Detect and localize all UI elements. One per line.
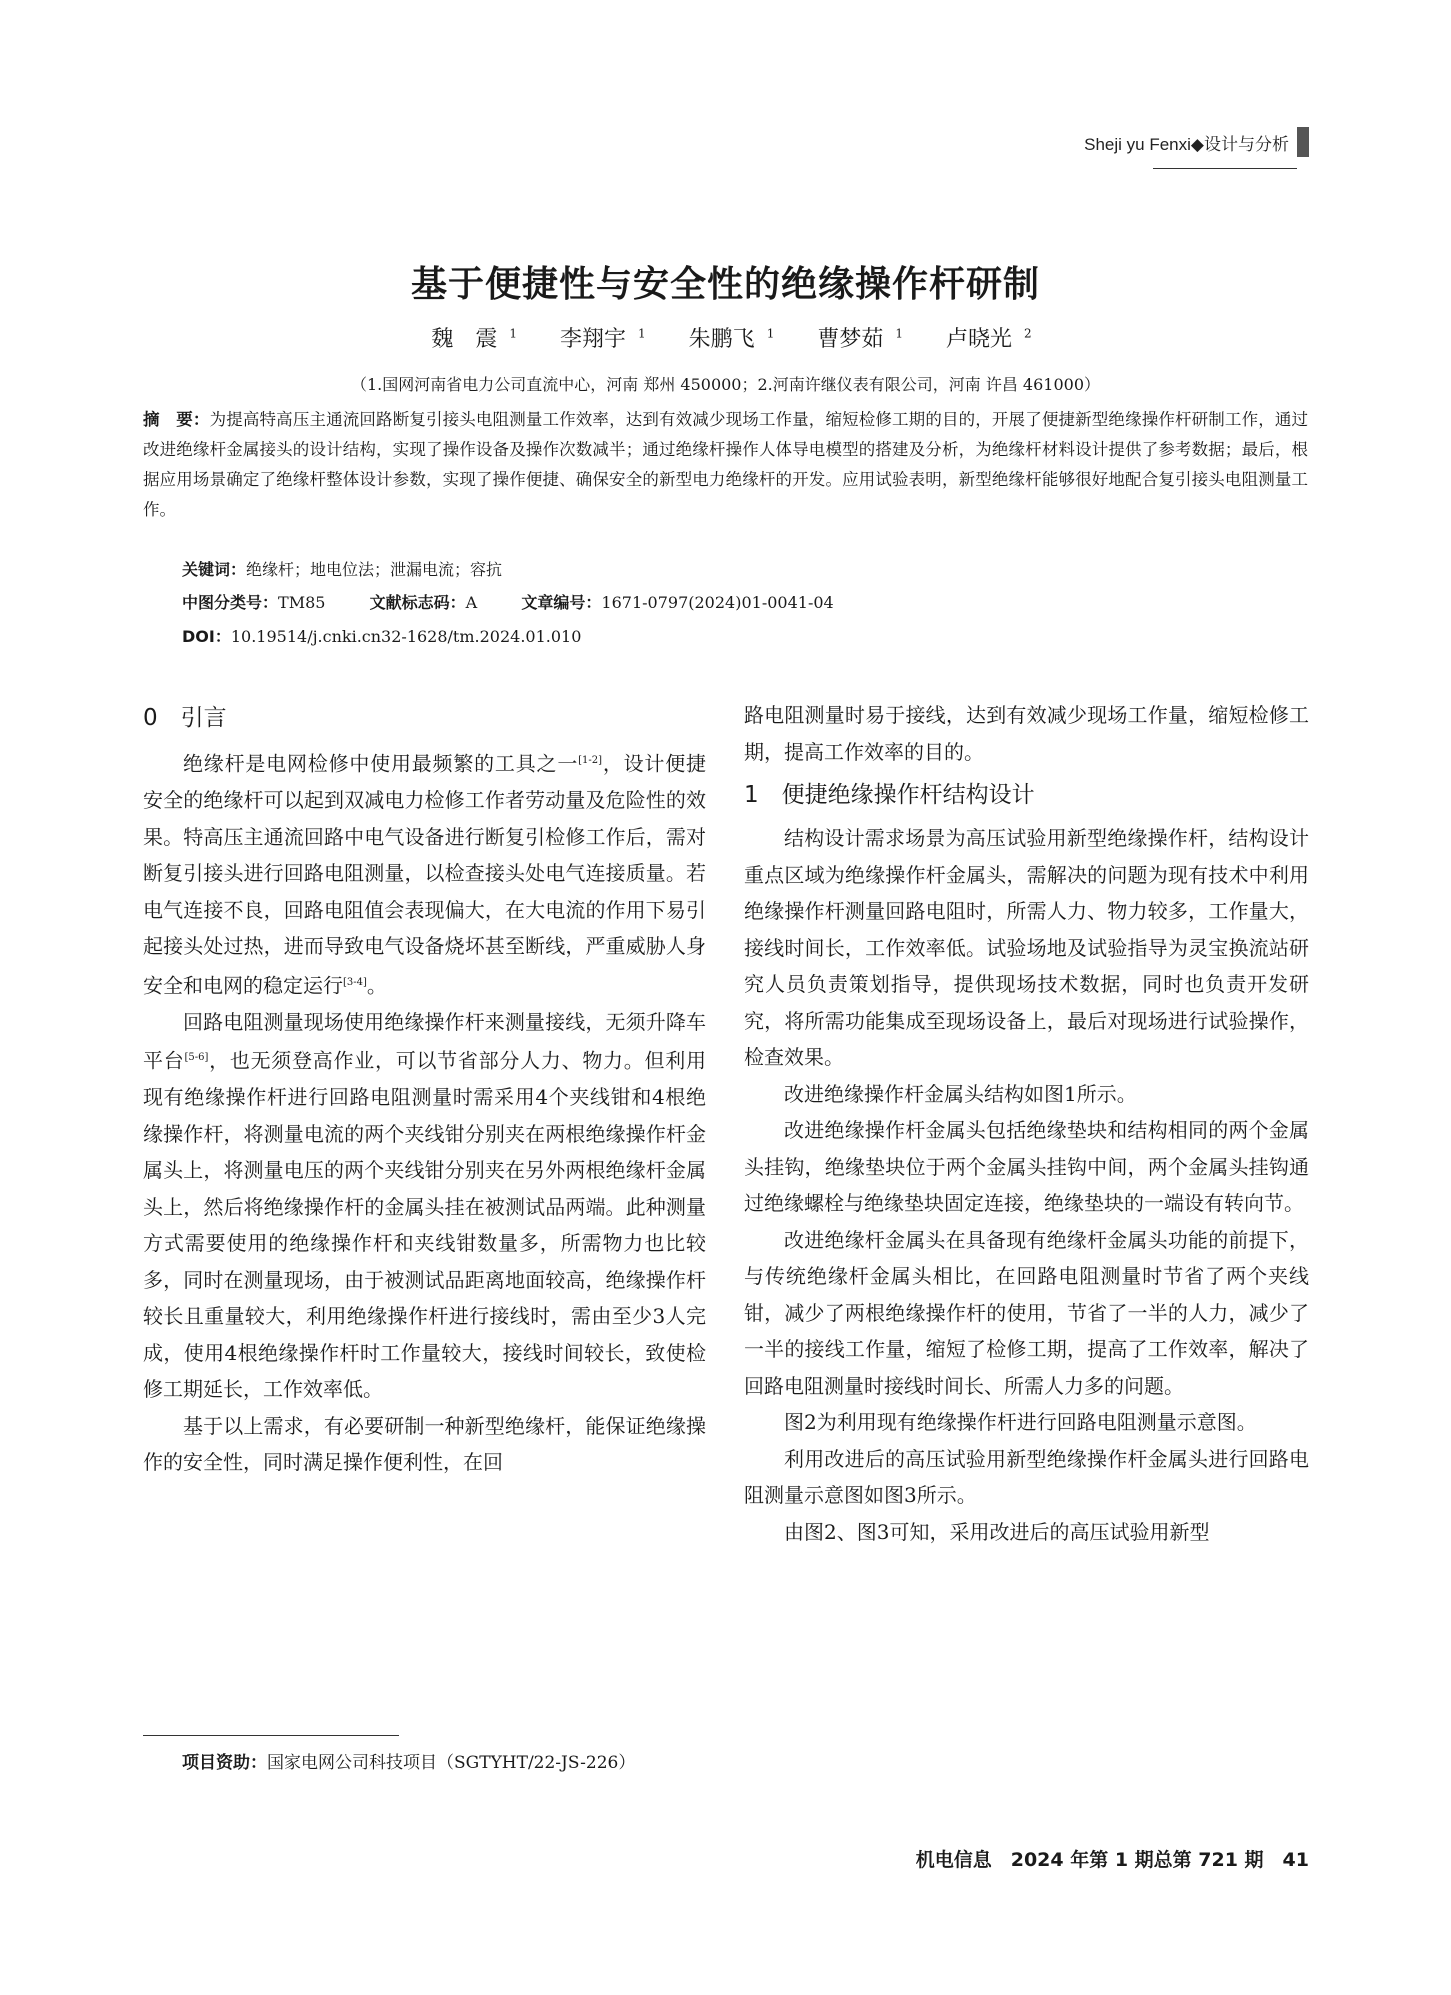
paragraph: 结构设计需求场景为高压试验用新型绝缘操作杆，结构设计重点区域为绝缘操作杆金属头，需解决的问题为现有技术中利用绝缘操作杆测量回路电阻时，所需人力、物力较多，工作量大，接线时间长，工作效率低。试验场地及试验指导为灵宝换流站研究人员负责策划指导，提供现场技术数据，同时也负责开发研究，将所需功能集成至现场设备上，最后对现场进行试验操作，检查效果。 <box>744 826 1309 1069</box>
paragraph: 基于以上需求，有必要研制一种新型绝缘杆，能保证绝缘操作的安全性，同时满足操作便利性，在回 <box>143 1413 706 1475</box>
paragraph: 利用改进后的高压试验用新型绝缘操作杆金属头进行回路电阻测量示意图如图3所示。 <box>744 1446 1309 1507</box>
funding-text: 国家电网公司科技项目（SGTYHT/22-JS-226） <box>267 1753 636 1773</box>
running-head-text: Sheji yu Fenxi◆设计与分析 <box>1084 135 1289 154</box>
abstract-text: 为提高特高压主通流回路断复引接头电阻测量工作效率，达到有效减少现场工作量，缩短检修工期的目的，开展了便捷新型绝缘操作杆研制工作，通过改进绝缘杆金属接头的设计结构，实现了操作设备及操作次数减半；通过绝缘杆操作人体导电模型的搭建及分析，为绝缘杆材料设计提供了参考数据；最后，根据应用场景确定了绝缘杆整体设计参数，实现了操作便捷、确保安全的新型电力绝缘杆的开发。应用试验表明，新型绝缘杆能够很好地配合复引接头电阻测量工作。 <box>143 410 1309 519</box>
paragraph: 改进绝缘操作杆金属头包括绝缘垫块和结构相同的两个金属头挂钩，绝缘垫块位于两个金属头挂钩中间，两个金属头挂钩通过绝缘螺栓与绝缘垫块固定连接，绝缘垫块的一端设有转向节。 <box>744 1118 1309 1215</box>
doi-value: 10.19514/j.cnki.cn32-1628/tm.2024.01.010 <box>230 627 582 646</box>
citation: [1-2] <box>578 755 603 766</box>
citation: [3-4] <box>343 976 367 988</box>
paragraph: 由图2、图3可知，采用改进后的高压试验用新型 <box>784 1519 1210 1544</box>
keywords-text: 绝缘杆；地电位法；泄漏电流；容抗 <box>246 560 503 579</box>
section-heading: 1 便捷绝缘操作杆结构设计 <box>744 782 1035 808</box>
right-column <box>744 697 1309 1550</box>
article-title: 基于便捷性与安全性的绝缘操作杆研制 <box>410 264 1040 305</box>
left-column <box>143 693 706 1481</box>
author: 李翔宇 $^1$ <box>560 326 646 352</box>
page-footer: 机电信息 2024 年第 1 期总第 721 期 41 <box>915 1849 1309 1871</box>
doi: DOI：10.19514/j.cnki.cn32-1628/tm.2024.01.010 <box>182 627 582 646</box>
author: 魏 震 $^1$ <box>431 326 518 352</box>
section-heading: 0 引言 <box>143 705 227 731</box>
citation: [5-6] <box>184 1052 209 1064</box>
author-list <box>0 322 1451 353</box>
funding-note: 项目资助：国家电网公司科技项目（SGTYHT/22-JS-226） <box>182 1753 636 1773</box>
abstract-label: 摘 要： <box>143 410 210 429</box>
header-bar <box>1297 127 1309 157</box>
author: 卢晓光 $^2$ <box>945 326 1032 352</box>
author: 朱鹏飞 $^1$ <box>688 326 775 352</box>
paragraph: 改进绝缘操作杆金属头结构如图1所示。 <box>784 1081 1137 1106</box>
paragraph: 绝缘杆是电网检修中使用最频繁的工具之一[1-2]，设计便捷安全的绝缘杆可以起到双减电力检修工作者劳动量及危险性的效果。特高压主通流回路中电气设备进行断复引检修工作后，需对断复引接头进行回路电阻测量，以检查接头处电气连接质量。若电气连接不良，回路电阻值会表现偏大，在大电流的作用下易引起接头处过热，进而导致电气设备烧坏甚至断线，严重威胁人身安全和电网的稳定运行[3-4]。 <box>143 751 707 998</box>
paragraph: 回路电阻测量现场使用绝缘操作杆来测量接线，无须升降车平台[5-6]，也无须登高作业，可以节省部分人力、物力。但利用现有绝缘操作杆进行回路电阻测量时需采用4个夹线钳和4根绝缘操作杆，将测量电流的两个夹线钳分别夹在两根绝缘操作杆金属头上，将测量电压的两个夹线钳分别夹在另外两根绝缘杆金属头上，然后将绝缘操作杆的金属头挂在被测试品两端。此种测量方式需要使用的绝缘操作杆和夹线钳数量多，所需物力也比较多，同时在测量现场，由于被测试品距离地面较高，绝缘操作杆较长且重量较大，利用绝缘操作杆进行接线时，需由至少3人完成，使用4根绝缘操作杆时工作量较大，接线时间较长，致使检修工期延长，工作效率低。 <box>143 1009 706 1402</box>
header-rule <box>1153 168 1297 169</box>
author: 曹梦茹 $^1$ <box>817 326 903 352</box>
affiliation: （1.国网河南省电力公司直流中心，河南 郑州 450000；2.河南许继仪表有限公司，河南 许昌 461000） <box>350 375 1101 394</box>
keywords: 关键词：绝缘杆；地电位法；泄漏电流；容抗 <box>182 560 503 579</box>
paragraph: 改进绝缘杆金属头在具备现有绝缘杆金属头功能的前提下，与传统绝缘杆金属头相比，在回路电阻测量时节省了两个夹线钳，减少了两根绝缘操作杆的使用，节省了一半的人力，减少了一半的接线工作量，缩短了检修工期，提高了工作效率，解决了回路电阻测量时接线时间长、所需人力多的问题。 <box>744 1227 1309 1398</box>
footnote-rule <box>143 1735 399 1736</box>
paragraph: 路电阻测量时易于接线，达到有效减少现场工作量，缩短检修工期，提高工作效率的目的。 <box>744 703 1309 764</box>
running-head <box>1084 130 1309 161</box>
paragraph: 图2为利用现有绝缘操作杆进行回路电阻测量示意图。 <box>784 1410 1257 1434</box>
classification: 中图分类号：TM85 文献标志码：A 文章编号：1671-0797(2024)01-0041-04 <box>182 593 834 612</box>
abstract <box>143 405 1308 525</box>
